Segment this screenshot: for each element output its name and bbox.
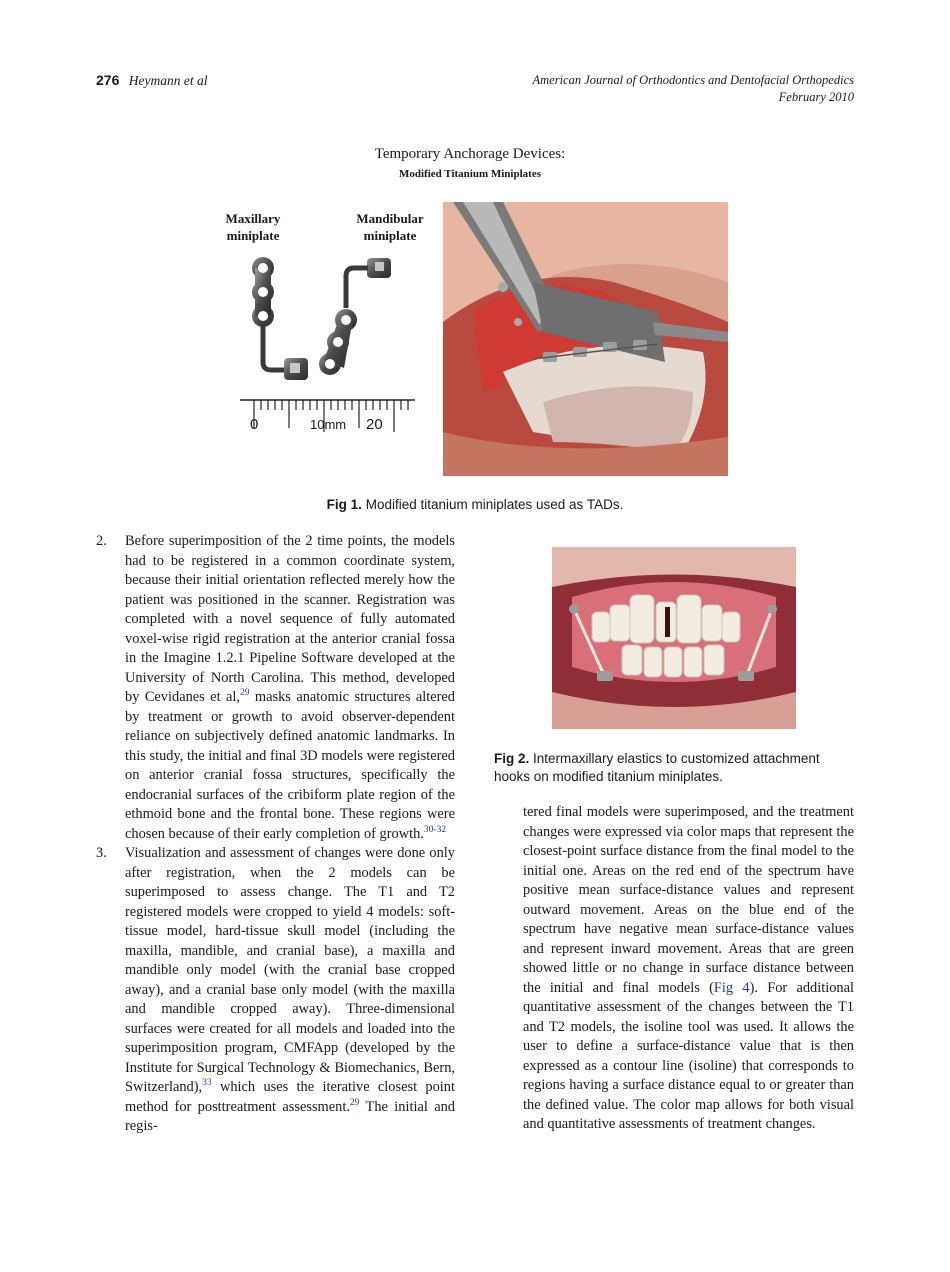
list-number-3: 3. [96,845,107,861]
citation-29a[interactable]: 29 [239,688,250,699]
figure2-caption-label: Fig 2. [494,751,530,766]
maxillary-label-line2: miniplate [226,228,280,243]
figure2-caption-text: Intermaxillary elastics to customized attachment hooks on modified titanium miniplates. [494,751,820,784]
figure1-title: Temporary Anchorage Devices: [374,146,566,162]
right-column [523,803,854,1135]
item2-text-b: masks anatomic structures altered by treatment or growth to avoid observer-dependent reliance on subjectively defined anatomic landmarks. In this study, the initial and final 3D models were registered on anterior cranial fossa structures, specifically the endocranial surfaces of the cribiform plate region of the ethmoid bone and the frontal bone. These regions were chosen because of their early completion of growth. [125,689,455,842]
citation-30-32[interactable]: 30-32 [423,824,447,835]
running-header-left [96,72,207,89]
miniplates-illustration [230,250,430,390]
ruler-label-ten: 10mm [310,417,347,432]
list-number-2: 2. [96,533,107,549]
ruler [240,398,415,438]
figure1-caption-label: Fig 1. [326,497,362,512]
journal-name: American Journal of Orthodontics and Dentofacial Orthopedics [532,73,854,87]
right-text-b: ). For additional quantitative assessment of the changes between the T1 and T2 models, the isoline tool was used. It allows the user to define a surface-distance value that is then expressed as a contour line (isoline) that corresponds to regions having a surface distance equal to or greater than the defined value. The color map allows for both visual and quantitative assessments of treatment changes. [523,979,855,1132]
maxillary-label-line1: Maxillary [225,211,281,226]
item3-text-c: The initial and regis- [125,1098,455,1134]
item3-text-a: Visualization and assessment of changes were done only after registration, when the 2 models can be superimposed to assess change. The T1 and T2 registered models were cropped to yield 4 models: soft-tissue model, hard-tissue skull model (including the maxilla, mandible, and cranial base), a maxilla and mandible only model (with the cranial base cropped away), and a cranial base only model (with the maxilla and mandible cropped away). Three-dimensional surfaces were created for all models and loaded into the superimposition program, CMFApp (developed by the Institute for Surgical Technology & Biomechanics, Bern, Switzerland), [125,845,455,1095]
item3-text-b: which uses the iterative closest point method for posttreatment assessment. [125,1079,455,1115]
mandibular-label-line2: miniplate [363,228,417,243]
mandibular-label [340,210,440,244]
maxillary-miniplate-shape [252,257,308,380]
issue-date: February 2010 [778,90,854,104]
figure1-subtitle: Modified Titanium Miniplates [398,168,541,180]
ruler-label-twenty: 20 [366,416,383,433]
right-text-a: tered final models were superimposed, and the treatment changes were expressed via color maps that represent the closest-point surface distance from the final model to the initial one. Areas on the red end of the spectrum have positive mean surface-distance values and represent outward movement. Areas on the blue end of the spectrum have negative mean surface-distance values and represent inward movement. Areas that are green showed little or no change in surface distance between the initial and final models ( [523,804,854,996]
list-item-3 [96,844,455,1137]
figure1-caption [0,496,950,514]
figure2-caption [494,750,859,786]
surgical-photo [443,202,728,476]
surgical-photo-drawing [443,202,728,476]
intermaxillary-elastics-photo [552,547,796,729]
mandibular-miniplate-shape [319,258,391,375]
list-item-2 [96,532,455,844]
left-column [96,532,455,1137]
page-number: 276 [96,72,120,88]
maxillary-label [203,210,303,244]
elastics-photo-drawing [552,547,796,729]
mandibular-label-line1: Mandibular [356,211,424,226]
running-authors: Heymann et al [128,73,208,88]
figure1-caption-text: Modified titanium miniplates used as TADs. [365,497,624,512]
citation-29b[interactable]: 29 [349,1097,360,1108]
item2-text-a: Before superimposition of the 2 time points, the models had to be registered in a common coordinate system, because their initial orientation reflected merely how the patient was positioned in the scanner. Registration was completed with a novel sequence of fully automated voxel-wise rigid registration at the anterior cranial fossa in the Imagine 1.2.1 Pipeline Software developed at the University of North Carolina. This method, developed by Cevidanes et al, [125,533,455,705]
figure4-link[interactable]: Fig 4 [713,979,750,996]
running-header-right [434,72,854,106]
citation-33[interactable]: 33 [202,1078,212,1089]
ruler-label-zero: 0 [250,416,259,433]
